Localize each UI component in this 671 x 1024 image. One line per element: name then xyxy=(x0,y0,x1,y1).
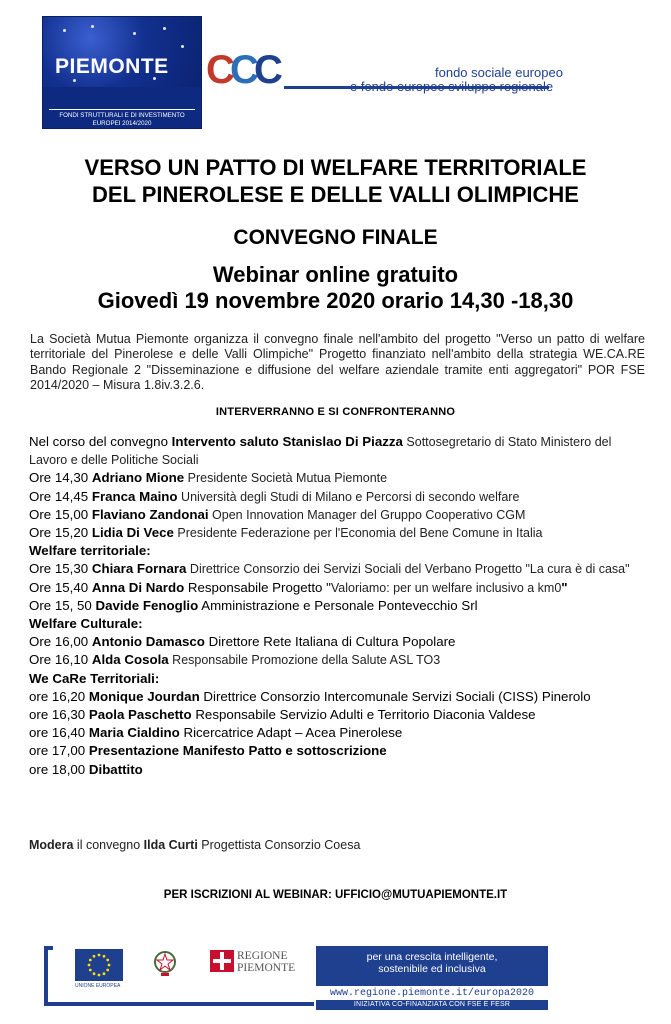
program-item: Ore 16,10 Alda Cosola Responsabile Promozione della Salute ASL TO3 xyxy=(29,652,441,668)
event-date: Giovedì 19 novembre 2020 orario 14,30 -18,30 xyxy=(97,288,574,313)
convegno-heading: CONVEGNO FINALE xyxy=(233,226,438,249)
fse-c-blue-icon: C xyxy=(230,48,259,92)
program-item: Nel corso del convegno Intervento saluto Stanislao Di Piazza Sottosegretario di Stato Ministero del Lavoro e delle Politiche Sociali xyxy=(29,434,612,468)
cofinanced-banner: INIZIATIVA CO-FINANZIATA CON FSE E FESR xyxy=(316,1000,548,1010)
moderator-line: Modera il convegno Ilda Curti Progettista Consorzio Coesa xyxy=(29,838,361,852)
program-item: ore 18,00 Dibattito xyxy=(29,761,143,777)
europa2020-url: www.regione.piemonte.it/europa2020 xyxy=(329,988,535,999)
program-item: Ore 15,30 Chiara Fornara Direttrice Consorzio dei Servizi Sociali del Verbano Progetto "La cura è di casa" xyxy=(29,561,630,577)
piemonte-fsie-logo xyxy=(42,16,202,129)
program-item: Ore 15,20 Lidia Di Vece Presidente Federazione per l'Economia del Bene Comune in Italia xyxy=(29,525,543,541)
registration-info: PER ISCRIZIONI AL WEBINAR: UFFICIO@MUTUAPIEMONTE.IT xyxy=(163,889,508,901)
intro-paragraph: La Società Mutua Piemonte organizza il convegno finale nell'ambito del progetto "Verso un patto di welfare territoriale del Pinerolese e delle Valli Olimpiche" Progetto finanziato nell'ambito della strategia WE.CA.RE Bando Regionale 2 "Disseminazione e diffusione del welfare aziendale tramite enti aggregatori" POR FSE 2014/2020 – Misura 1.8iv.3.2.6. xyxy=(30,332,645,393)
footer-frame xyxy=(44,946,53,1006)
eu-label: UNIONE EUROPEA xyxy=(75,983,121,989)
piemonte-logo-word: PIEMONTE xyxy=(55,55,169,78)
piemonte-logo-caption: FONDI STRUTTURALI E DI INVESTIMENTO EUROPEI 2014/2020 xyxy=(49,109,195,128)
program-list xyxy=(29,433,649,779)
footer-rule xyxy=(44,1002,314,1006)
program-item: Ore 15,40 Anna Di Nardo Responsabile Progetto "Valoriamo: per un welfare inclusivo a km0" xyxy=(29,579,568,595)
webinar-heading: Webinar online gratuito xyxy=(212,262,459,287)
fse-text-line-1: fondo sociale europeo xyxy=(435,65,563,80)
program-item: Ore 14,30 Adriano Mione Presidente Società Mutua Piemonte xyxy=(29,470,388,486)
program-item: ore 17,00 Presentazione Manifesto Patto e sottoscrizione xyxy=(29,743,387,759)
section-heading: Welfare territoriale: xyxy=(29,543,151,559)
regione-piemonte-name: REGIONE PIEMONTE xyxy=(237,950,296,974)
fse-fesr-logo xyxy=(206,48,591,96)
program-item: ore 16,30 Paola Paschetto Responsabile Servizio Adulti e Territorio Diaconia Valdese xyxy=(29,707,536,723)
page-title: VERSO UN PATTO DI WELFARE TERRITORIALE DEL PINEROLESE E DELLE VALLI OLIMPICHE xyxy=(84,155,587,207)
section-heading: We CaRe Territoriali: xyxy=(29,670,160,686)
speakers-heading: INTERVERRANNO E SI CONFRONTERANNO xyxy=(215,406,456,418)
footer-logos xyxy=(44,942,644,1008)
program-item: Ore 15, 50 Davide Fenoglio Amministrazione e Personale Pontevecchio Srl xyxy=(29,597,478,613)
program-item: ore 16,20 Monique Jourdan Direttrice Consorzio Intercomunale Servizi Sociali (CISS) Pinerolo xyxy=(29,688,591,704)
eu-flag-icon xyxy=(75,949,123,981)
fse-text-line-2: e fondo europeo sviluppo regionale xyxy=(350,79,554,94)
program-item: Ore 15,00 Flaviano Zandonai Open Innovation Manager del Gruppo Cooperativo CGM xyxy=(29,506,526,522)
program-item: ore 16,40 Maria Cialdino Ricercatrice Adapt – Acea Pinerolese xyxy=(29,725,403,741)
fse-c-red-icon: C xyxy=(206,48,235,92)
italian-republic-emblem-icon xyxy=(152,948,178,978)
program-item: Ore 14,45 Franca Maino Università degli Studi di Milano e Percorsi di secondo welfare xyxy=(29,488,520,504)
section-heading: Welfare Culturale: xyxy=(29,616,143,632)
program-item: Ore 16,00 Antonio Damasco Direttore Rete Italiana di Cultura Popolare xyxy=(29,634,456,650)
regione-piemonte-flag-icon xyxy=(210,950,234,972)
fse-c-navy-icon: C xyxy=(254,48,283,92)
europa2020-slogan: per una crescita intelligente, sostenibile ed inclusiva xyxy=(316,946,548,986)
